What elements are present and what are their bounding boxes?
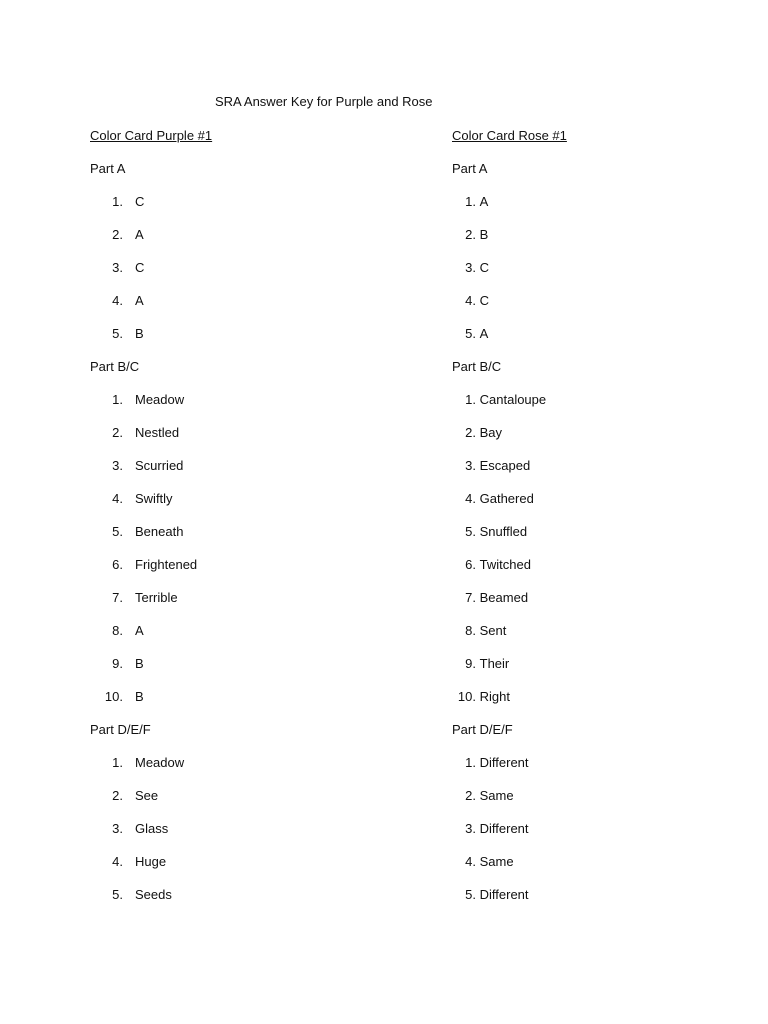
answer-number: 9. [112,656,123,671]
answer-number: 1. [112,194,123,209]
answer-item [90,787,212,820]
answer-text: C [135,194,145,209]
answer-text: Different [479,887,529,902]
answer-text: Meadow [135,755,185,770]
answer-text: Escaped [479,458,531,473]
answer-text: Twitched [479,557,531,572]
answer-number: 4. [112,293,123,308]
answer-text: Cantaloupe [479,392,547,407]
answer-text: Bay [479,425,503,440]
answer-text: A [135,227,144,242]
answer-text: Seeds [135,887,172,902]
answer-number: 3. [465,458,476,473]
answer-text: Swiftly [135,491,173,506]
answer-number: 4. [465,293,476,308]
answer-text: Meadow [135,392,185,407]
answer-item [452,688,567,721]
answer-text: A [135,623,144,638]
answer-number: 10. [104,689,123,704]
answer-item [90,589,212,622]
answer-item [90,490,212,523]
answer-number: 2. [112,788,123,803]
rose-column [452,127,567,919]
rose-part-a-label: Part A [452,161,488,176]
purple-part-a-list [90,193,212,358]
answer-text: C [479,260,490,275]
answer-text: Same [479,854,514,869]
purple-part-def-label: Part D/E/F [90,722,151,737]
answer-item [452,226,567,259]
answer-text: Huge [135,854,167,869]
answer-item [90,820,212,853]
answer-number: 1. [465,755,476,770]
answer-number: 1. [112,392,123,407]
rose-part-def-label: Part D/E/F [452,722,513,737]
purple-column [90,127,212,919]
answer-number: 3. [112,260,123,275]
answer-item [452,292,567,325]
answer-item [452,325,567,358]
answer-text: Scurried [135,458,184,473]
answer-text: B [479,227,489,242]
rose-part-def-list [452,754,567,919]
answer-text: Different [479,755,529,770]
purple-part-bc-list [90,391,212,721]
answer-item [90,622,212,655]
answer-item [90,424,212,457]
answer-text: C [135,260,145,275]
answer-number: 8. [465,623,476,638]
answer-text: Beamed [479,590,529,605]
answer-item [90,292,212,325]
answer-item [90,886,212,919]
answer-number: 3. [112,821,123,836]
answer-number: 2. [465,788,476,803]
answer-item [90,754,212,787]
answer-text: A [479,194,489,209]
answer-number: 9. [465,656,476,671]
answer-text: A [479,326,489,341]
answer-text: Gathered [479,491,534,506]
answer-number: 2. [465,425,476,440]
answer-text: Snuffled [479,524,528,539]
answer-number: 4. [465,491,476,506]
answer-text: B [135,656,144,671]
answer-item [452,754,567,787]
answer-item [452,589,567,622]
answer-item [90,688,212,721]
answer-number: 2. [112,425,123,440]
answer-item [90,655,212,688]
answer-number: 1. [465,392,476,407]
answer-item [452,655,567,688]
answer-number: 4. [112,491,123,506]
purple-part-bc-label: Part B/C [90,359,140,374]
answer-item [90,391,212,424]
answer-number: 5. [465,524,476,539]
answer-number: 5. [112,887,123,902]
answer-number: 1. [465,194,476,209]
purple-part-def-list [90,754,212,919]
answer-item [452,787,567,820]
answer-number: 5. [465,887,476,902]
answer-number: 1. [112,755,123,770]
rose-card-title: Color Card Rose #1 [452,128,567,143]
answer-item [452,424,567,457]
answer-item [452,259,567,292]
answer-text: A [135,293,144,308]
purple-card-title: Color Card Purple #1 [90,128,213,143]
answer-item [452,490,567,523]
answer-item [452,853,567,886]
answer-item [90,523,212,556]
rose-part-bc-label: Part B/C [452,359,502,374]
answer-text: B [135,689,144,704]
answer-item [452,193,567,226]
answer-text: Terrible [135,590,178,605]
answer-number: 3. [112,458,123,473]
answer-text: Different [479,821,529,836]
answer-text: Same [479,788,514,803]
answer-text: Right [479,689,510,704]
page-title: SRA Answer Key for Purple and Rose [215,94,433,109]
answer-number: 6. [112,557,123,572]
answer-number: 8. [112,623,123,638]
answer-number: 5. [465,326,476,341]
answer-text: See [135,788,159,803]
answer-item [452,886,567,919]
answer-item [90,556,212,589]
answer-number: 2. [465,227,476,242]
answer-number: 4. [112,854,123,869]
answer-number: 10. [457,689,476,704]
answer-item [452,391,567,424]
answer-text: Glass [135,821,169,836]
answer-number: 3. [465,260,476,275]
answer-text: B [135,326,144,341]
answer-item [452,622,567,655]
purple-part-a-label: Part A [90,161,126,176]
answer-item [90,193,212,226]
answer-text: Nestled [135,425,180,440]
answer-item [90,259,212,292]
answer-number: 6. [465,557,476,572]
rose-part-a-list [452,193,567,358]
answer-text: C [479,293,490,308]
answer-text: Their [479,656,510,671]
answer-number: 2. [112,227,123,242]
answer-item [452,523,567,556]
rose-part-bc-list [452,391,567,721]
answer-item [90,226,212,259]
answer-item [452,820,567,853]
answer-number: 4. [465,854,476,869]
answer-number: 7. [465,590,476,605]
answer-number: 7. [112,590,123,605]
answer-item [90,853,212,886]
answer-number: 5. [112,326,123,341]
answer-number: 3. [465,821,476,836]
answer-item [90,325,212,358]
answer-item [90,457,212,490]
answer-number: 5. [112,524,123,539]
answer-item [452,457,567,490]
answer-text: Sent [479,623,507,638]
answer-item [452,556,567,589]
answer-text: Beneath [135,524,184,539]
answer-text: Frightened [135,557,198,572]
